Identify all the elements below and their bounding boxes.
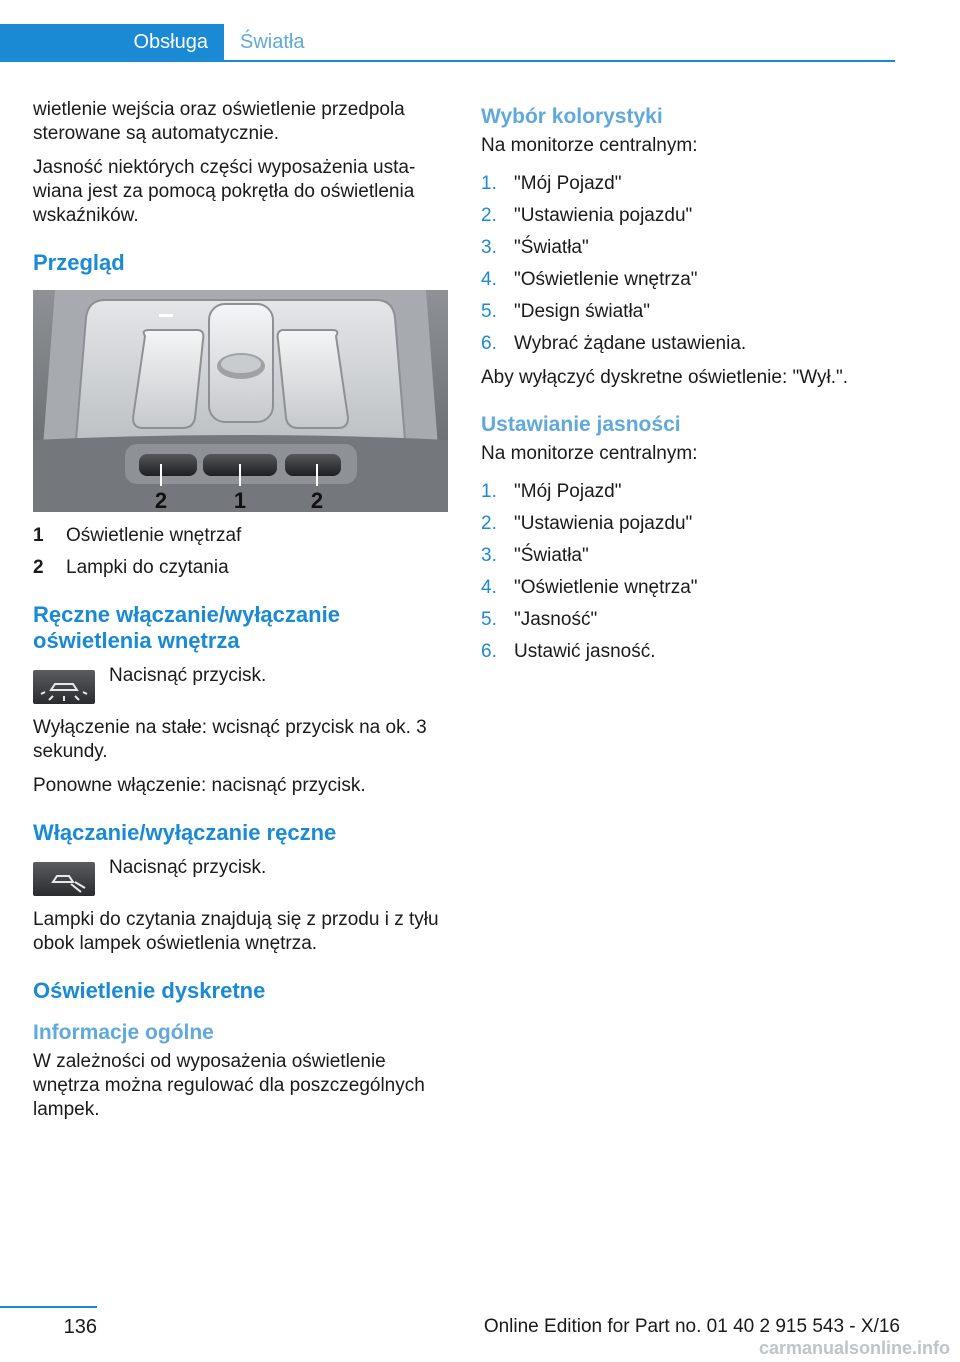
tab-swiatla[interactable]: Światła: [240, 30, 305, 53]
page-number-rule: [0, 1306, 97, 1308]
step-text: "Design światła": [514, 301, 650, 322]
legend-item: [33, 556, 448, 580]
list-item: [481, 572, 896, 604]
discreet-heading: Oświetlenie dyskretne: [33, 978, 266, 1003]
reading-light-button-row: [33, 856, 448, 896]
step-number: 6.: [481, 333, 497, 354]
step-text: "Ustawienia pojazdu": [514, 205, 693, 226]
interior-light-button-icon: [33, 670, 95, 704]
tab-obsluga[interactable]: Obsługa: [0, 24, 224, 60]
color-note: Aby wyłączyć dyskretne oświetlenie: "Wył.".: [481, 367, 849, 388]
legend-text: Oświetlenie wnętrzaf: [66, 525, 242, 546]
manual-paragraph-2: Ponowne włączenie: nacisnąć przycisk.: [33, 775, 366, 796]
step-number: 5.: [481, 609, 497, 630]
step-text: "Jasność": [514, 609, 598, 630]
list-item: [481, 540, 896, 572]
list-item: [481, 232, 896, 264]
step-text: "Mój Pojazd": [514, 173, 622, 194]
overview-heading: Przegląd: [33, 250, 125, 275]
brightness-intro: Na monitorze centralnym:: [481, 443, 698, 464]
step-text: "Oświetlenie wnętrza": [514, 577, 698, 598]
manual-button-text: Nacisnąć przycisk.: [109, 665, 267, 686]
step-number: 3.: [481, 545, 497, 566]
brightness-steps: [481, 476, 896, 668]
step-text: "Światła": [514, 237, 589, 258]
color-steps: [481, 168, 896, 360]
color-heading: Wybór kolorystyki: [481, 105, 663, 128]
color-intro: Na monitorze centralnym:: [481, 135, 698, 156]
step-text: Wybrać żądane ustawienia.: [514, 333, 747, 354]
manual-paragraph-1: Wyłączenie na stałe: wcisnąć przycisk na ok. 3 sekundy.: [33, 717, 427, 762]
list-item: [481, 200, 896, 232]
step-number: 1.: [481, 481, 497, 502]
list-item: [481, 636, 896, 668]
switch-heading: Włączanie/wyłączanie ręczne: [33, 820, 337, 845]
header-tabs: [0, 24, 895, 62]
list-item: [481, 296, 896, 328]
brightness-heading: Ustawianie jasności: [481, 413, 681, 436]
step-number: 6.: [481, 641, 497, 662]
step-number: 4.: [481, 577, 497, 598]
list-item: [481, 604, 896, 636]
step-text: Ustawić jasność.: [514, 641, 656, 662]
reading-light-button-icon: [33, 862, 95, 896]
legend-item: [33, 524, 448, 548]
switch-paragraph-1: Lampki do czytania znajdują się z przodu i z tyłu obok lampek oświetlenia wnętrza.: [33, 909, 439, 954]
switch-button-text: Nacisnąć przycisk.: [109, 857, 267, 878]
legend-number: 1: [33, 525, 44, 546]
list-item: [481, 168, 896, 200]
list-item: [481, 264, 896, 296]
step-text: "Oświetlenie wnętrza": [514, 269, 698, 290]
list-item: [481, 328, 896, 360]
list-item: [481, 508, 896, 540]
intro-paragraph-2: Jasność niektórych części wyposażenia ustawiana jest za pomocą pokrętła do oświetlenia wskaźników.: [33, 157, 416, 226]
step-number: 2.: [481, 513, 497, 534]
general-paragraph-1: W zależności od wyposażenia oświetlenie wnętrza można regulować dla poszczególnych lampek.: [33, 1051, 425, 1120]
interior-light-button-row: [33, 664, 448, 704]
left-column: [33, 98, 448, 1132]
step-number: 3.: [481, 237, 497, 258]
figure-label-right: 2: [310, 488, 324, 512]
watermark: carmanualsonline.info: [758, 1338, 950, 1358]
page-number: 136: [63, 1316, 97, 1338]
general-heading: Informacje ogólne: [33, 1021, 214, 1044]
step-number: 4.: [481, 269, 497, 290]
manual-heading: Ręczne włączanie/wyłączanie oświetlenia wnętrza: [33, 602, 340, 653]
step-number: 2.: [481, 205, 497, 226]
figure-label-left: 2: [154, 488, 168, 512]
step-number: 1.: [481, 173, 497, 194]
legend-number: 2: [33, 557, 44, 578]
step-number: 5.: [481, 301, 497, 322]
legend-text: Lampki do czytania: [66, 557, 229, 578]
roof-console-illustration: [33, 290, 448, 512]
figure-label-center: 1: [233, 488, 247, 512]
right-column: [481, 98, 896, 674]
step-text: "Mój Pojazd": [514, 481, 622, 502]
edition-footer: Online Edition for Part no. 01 40 2 915 543 - X/16: [483, 1316, 900, 1337]
intro-paragraph-1: wietlenie wejścia oraz oświetlenie przedpola sterowane są automatycznie.: [33, 99, 405, 144]
step-text: "Ustawienia pojazdu": [514, 513, 693, 534]
list-item: [481, 476, 896, 508]
header-divider: [0, 60, 895, 62]
interior-light-figure: [33, 290, 448, 512]
step-text: "Światła": [514, 545, 589, 566]
